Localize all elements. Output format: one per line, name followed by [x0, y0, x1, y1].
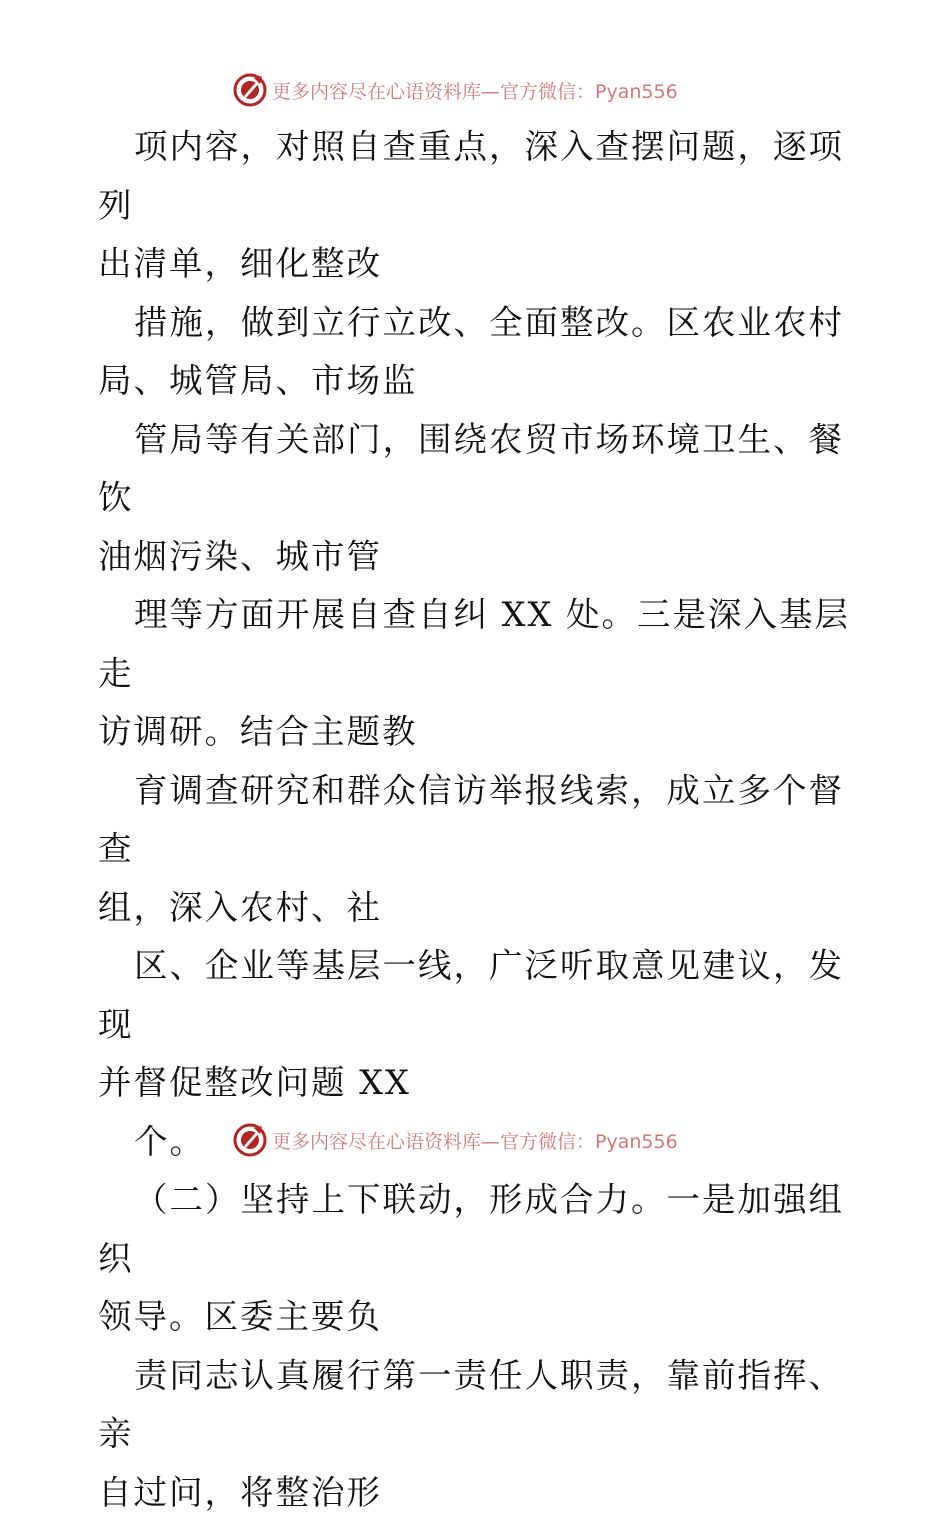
- header-banner-text: 更多内容尽在心语资料库—官方微信：Pyan556: [272, 77, 678, 104]
- text-line: 个。: [98, 1113, 858, 1172]
- text-line: 局、城管局、市场监: [62, 352, 858, 411]
- text-line: 并督促整改问题 XX: [62, 1054, 858, 1113]
- footer-banner-text: 更多内容尽在心语资料库—官方微信：Pyan556: [272, 1127, 678, 1154]
- text-line: 出清单，细化整改: [98, 235, 858, 294]
- text-line: （二）坚持上下联动，形成合力。一是加强组织: [98, 1171, 858, 1288]
- header-watermark-banner: [232, 70, 678, 110]
- paragraph: [98, 118, 858, 294]
- document-body: [98, 118, 858, 1522]
- paragraph: [98, 294, 858, 411]
- text-line: 措施，做到立行立改、全面整改。区农业农村: [98, 294, 858, 353]
- text-line: 访调研。结合主题教: [62, 703, 858, 762]
- paragraph: [98, 937, 858, 1113]
- footer-watermark-banner: [232, 1120, 678, 1160]
- paragraph: [98, 1347, 858, 1522]
- paragraph: [98, 586, 858, 762]
- text-line: 组，深入农村、社: [62, 879, 858, 938]
- paragraph: [98, 411, 858, 587]
- text-line: 领导。区委主要负: [62, 1288, 858, 1347]
- paragraph: [98, 1171, 858, 1347]
- text-line: 育调查研究和群众信访举报线索，成立多个督查: [98, 762, 858, 879]
- logo-icon: [232, 72, 268, 108]
- text-line: 自过问，将整治形: [62, 1464, 858, 1522]
- text-line: 油烟污染、城市管: [62, 528, 858, 587]
- text-line: 理等方面开展自查自纠 XX 处。三是深入基层走: [98, 586, 858, 703]
- text-line: 区、企业等基层一线，广泛听取意见建议，发现: [98, 937, 858, 1054]
- paragraph: [98, 762, 858, 938]
- text-line: 项内容，对照自查重点，深入查摆问题，逐项列: [98, 118, 858, 235]
- text-line: 责同志认真履行第一责任人职责，靠前指挥、亲: [98, 1347, 858, 1464]
- text-line: 管局等有关部门，围绕农贸市场环境卫生、餐饮: [98, 411, 858, 528]
- logo-icon: [232, 1122, 268, 1158]
